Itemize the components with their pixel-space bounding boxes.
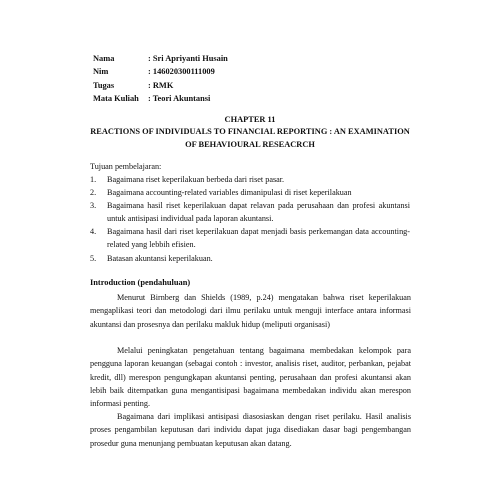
info-row-course [93, 92, 228, 105]
list-item [90, 225, 410, 251]
info-label: Nama [93, 54, 115, 63]
list-number: 5. [90, 253, 97, 263]
objectives-heading: Tujuan pembelajaran: [90, 162, 162, 171]
list-number: 2. [90, 188, 97, 198]
list-text: Bagaimana hasil dari riset keperilakuan dapat menjadi basis perkemangan data accounting-related yang lebbih efisien. [107, 227, 410, 250]
info-value: : Teori Akuntansi [148, 94, 211, 104]
list-text: Batasan akuntansi keperilakuan. [107, 253, 213, 263]
list-item [90, 186, 410, 199]
info-label: Nim [93, 67, 109, 77]
info-label: Mata Kuliah [93, 94, 139, 104]
list-number: 3. [90, 201, 97, 211]
list-text: Bagaimana hasil riset keperilakuan dapat relavan pada perusahaan dan profesi akuntansi untuk antisipasi individual pada laporan akuntansi. [107, 201, 410, 224]
introduction-heading: Introduction (pendahuluan) [90, 278, 191, 287]
info-row-nim [93, 65, 228, 78]
chapter-number: CHAPTER 11 [224, 115, 276, 124]
list-item [90, 199, 410, 225]
paragraph: Melalui peningkatan pengetahuan tentang bagaimana membedakan kelompok para pengguna laporan keuangan (sebagai contoh : investor, analisis riset, auditor, perbankan, pejabat kredit, dll) merespon pengungkapan akuntansi penting, perusahaan dan profesi akuntansi akan lebih baik ditempatkan guna mengantisipasi bagaimana membedakan individu akan merespon informasi penting. [90, 346, 411, 409]
info-label: Tugas [93, 80, 115, 90]
list-number: 4. [90, 227, 97, 237]
list-item [90, 173, 410, 186]
list-text: Bagaimana riset keperilakuan berbeda dari riset pasar. [107, 175, 285, 184]
chapter-title: REACTIONS OF INDIVIDUALS TO FINANCIAL REPORTING : AN EXAMINATION OF BEHAVIOURAL RESEACRCH [90, 127, 410, 149]
paragraph: Menurut Birnberg dan Shields (1989, p.24) mengatakan bahwa riset keperilakuan mengaplikasi teori dan metodologi dari ilmu perilaku untuk menguji interface antara informasi akuntansi dan prosesnya dan perilaku makluk hidup (meliputi organisasi) [90, 293, 411, 329]
info-value: : RMK [148, 80, 174, 90]
list-item [90, 252, 410, 265]
objectives-list [90, 173, 410, 265]
info-value: : 146020300111009 [148, 67, 215, 77]
student-info [93, 52, 228, 106]
paragraph: Bagaimana dari implikasi antisipasi diasosiaskan dengan riset perilaku. Hasil analisis proses pengambilan keputusan dari individu dapat juga disediakan dasar bagi pengembangan prosedur guna menunjang pembuatan keputusan akan datang. [90, 412, 411, 448]
list-number: 1. [90, 175, 97, 184]
info-row-task [93, 79, 228, 92]
list-text: Bagaimana accounting-related variables dimanipulasi di riset keperilakuan [107, 188, 352, 198]
info-value: : Sri Apriyanti Husain [148, 54, 228, 63]
info-row-name [93, 52, 228, 65]
